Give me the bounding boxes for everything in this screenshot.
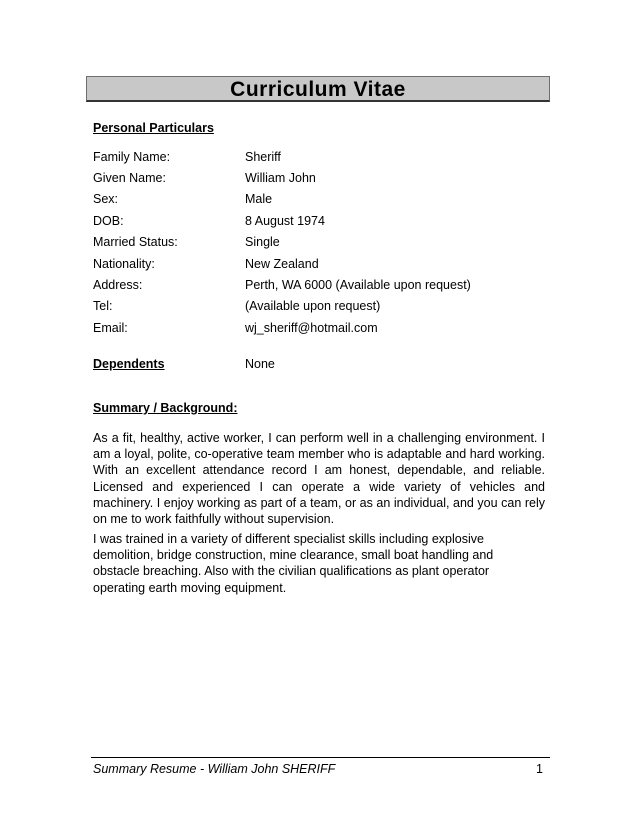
sex-value: Male <box>245 192 273 206</box>
given-name-value: William John <box>245 171 316 185</box>
given-name-label: Given Name: <box>93 171 166 185</box>
summary-heading: Summary / Background: <box>93 401 238 415</box>
footer-rule <box>91 757 550 758</box>
page-number: 1 <box>536 762 543 776</box>
document-title: Curriculum Vitae <box>230 78 406 101</box>
tel-label: Tel: <box>93 299 113 313</box>
dependents-heading: Dependents <box>93 357 165 371</box>
title-box <box>86 76 550 102</box>
summary-paragraph-1: As a fit, healthy, active worker, I can perform well in a challenging environment. I am a loyal, polite, co-operative team member who is adaptable and hard working. With an excellent attendance record I am honest, dependable, and reliable. Licensed and experienced I can operate a wide variety of vehicles and machinery. I enjoy working as part of a team, or as an individual, and you can rely on me to work faithfully without supervision. <box>93 431 545 527</box>
dob-value: 8 August 1974 <box>245 214 325 228</box>
email-label: Email: <box>93 321 128 335</box>
address-value: Perth, WA 6000 (Available upon request) <box>245 278 471 292</box>
personal-particulars-heading: Personal Particulars <box>93 121 214 135</box>
summary-paragraph-2: I was trained in a variety of different specialist skills including explosive demolition, bridge construction, mine clearance, small boat handling and obstacle breaching. Also with the civilian qualifications as plant operator operating earth moving equipment. <box>93 532 494 595</box>
married-status-value: Single <box>245 235 280 249</box>
nationality-value: New Zealand <box>245 257 319 271</box>
email-value: wj_sheriff@hotmail.com <box>245 321 378 335</box>
family-name-label: Family Name: <box>93 150 171 164</box>
married-status-label: Married Status: <box>93 235 178 249</box>
family-name-value: Sheriff <box>245 150 281 164</box>
footer-text: Summary Resume - William John SHERIFF <box>93 762 336 776</box>
address-label: Address: <box>93 278 143 292</box>
dependents-value: None <box>245 357 275 371</box>
sex-label: Sex: <box>93 192 119 206</box>
dob-label: DOB: <box>93 214 124 228</box>
tel-value: (Available upon request) <box>245 299 381 313</box>
nationality-label: Nationality: <box>93 257 155 271</box>
